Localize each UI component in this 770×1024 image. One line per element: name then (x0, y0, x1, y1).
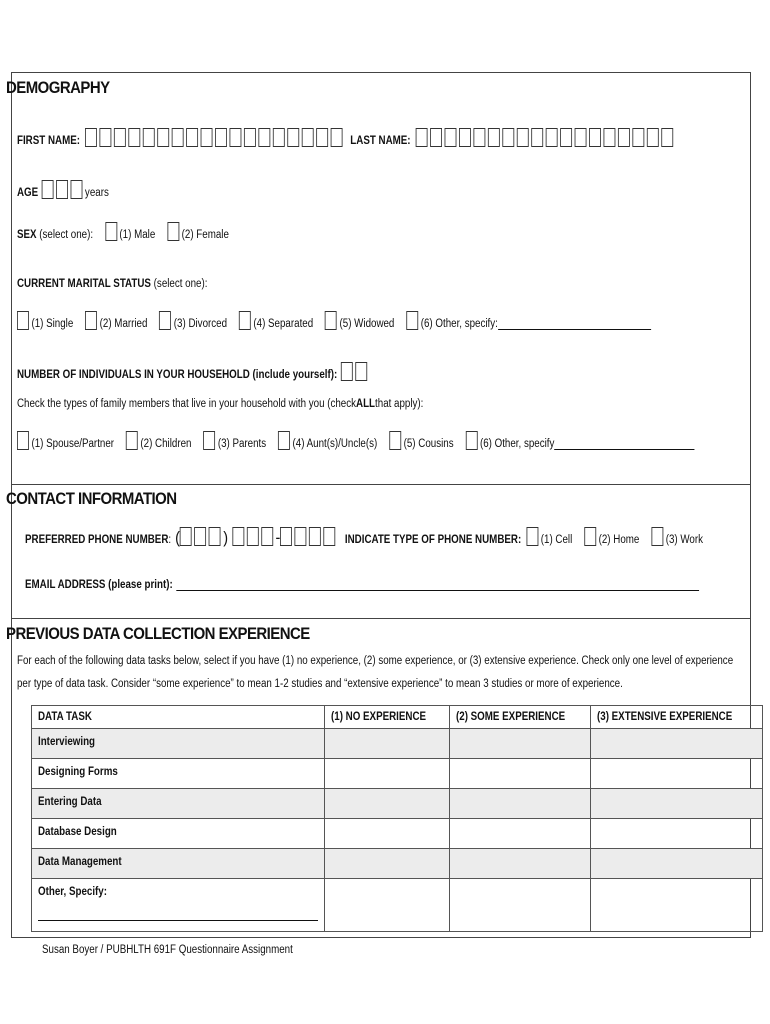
marital-status-label: CURRENT MARITAL STATUS (17, 278, 151, 290)
age-digit-box[interactable] (70, 180, 82, 199)
last-name-char-box[interactable] (575, 128, 587, 147)
marital-widowed-checkbox[interactable] (325, 311, 337, 330)
column-header: (1) NO EXPERIENCE (325, 706, 450, 729)
first-name-char-box[interactable] (157, 128, 169, 147)
last-name-char-box[interactable] (618, 128, 630, 147)
marital-hint: (select one): (153, 278, 208, 290)
family-spouse-checkbox[interactable] (17, 431, 29, 450)
first-name-char-box[interactable] (114, 128, 126, 147)
family-parents-checkbox[interactable] (203, 431, 215, 450)
first-name-char-box[interactable] (244, 128, 256, 147)
no-experience-cell[interactable] (325, 819, 450, 849)
other-task-specify-field[interactable] (38, 908, 318, 921)
table-row (32, 879, 763, 932)
phone-digit-box[interactable] (180, 527, 192, 546)
marital-option: (5) Widowed (339, 318, 395, 330)
table-row (32, 819, 763, 849)
last-name-char-box[interactable] (473, 128, 485, 147)
marital-options-row (17, 311, 651, 330)
phone-type-label: INDICATE TYPE OF PHONE NUMBER: (344, 534, 522, 546)
column-header: DATA TASK (32, 706, 325, 729)
no-experience-cell[interactable] (325, 759, 450, 789)
household-row (17, 362, 370, 381)
household-digit-box[interactable] (355, 362, 367, 381)
last-name-char-box[interactable] (416, 128, 428, 147)
task-name-cell: Designing Forms (32, 759, 325, 789)
last-name-char-box[interactable] (502, 128, 514, 147)
age-digit-box[interactable] (56, 180, 68, 199)
age-digit-box[interactable] (42, 180, 54, 199)
marital-option: (6) Other, specify: (420, 318, 498, 330)
family-other-checkbox[interactable] (465, 431, 477, 450)
first-name-char-box[interactable] (331, 128, 343, 147)
some-experience-cell[interactable] (449, 789, 590, 819)
last-name-label: LAST NAME: (350, 135, 411, 147)
phone-type-cell-checkbox[interactable] (526, 527, 538, 546)
demography-heading: DEMOGRAPHY (6, 78, 110, 97)
marital-option: (1) Single (31, 318, 74, 330)
last-name-char-box[interactable] (517, 128, 529, 147)
last-name-char-box[interactable] (430, 128, 442, 147)
first-name-char-box[interactable] (215, 128, 227, 147)
section-divider (11, 484, 751, 485)
table-row (32, 759, 763, 789)
family-other-specify-field[interactable] (554, 437, 694, 450)
family-option: (5) Cousins (403, 438, 454, 450)
family-prompt-text: Check the types of family members that live in your household with you (check (17, 398, 357, 410)
extensive-experience-cell[interactable] (591, 729, 763, 759)
task-name-cell: Interviewing (32, 729, 325, 759)
some-experience-cell[interactable] (449, 729, 590, 759)
sex-female-checkbox[interactable] (167, 222, 179, 241)
last-name-boxes[interactable] (416, 128, 676, 147)
phone-digit-box[interactable] (261, 527, 273, 546)
last-name-char-box[interactable] (589, 128, 601, 147)
last-name-char-box[interactable] (647, 128, 659, 147)
last-name-char-box[interactable] (560, 128, 572, 147)
experience-table (31, 705, 763, 932)
first-name-char-box[interactable] (316, 128, 328, 147)
marital-single-checkbox[interactable] (17, 311, 29, 330)
household-count-label: NUMBER OF INDIVIDUALS IN YOUR HOUSEHOLD (include yourself): (17, 369, 338, 381)
task-name-cell: Other, Specify: (32, 879, 325, 932)
marital-label-row (17, 278, 207, 290)
extensive-experience-cell[interactable] (591, 819, 763, 849)
phone-digit-box[interactable] (209, 527, 221, 546)
some-experience-cell[interactable] (449, 759, 590, 789)
first-name-char-box[interactable] (230, 128, 242, 147)
marital-option: (4) Separated (253, 318, 314, 330)
family-options-row (17, 431, 695, 450)
no-experience-cell[interactable] (325, 879, 450, 932)
family-cousins-checkbox[interactable] (389, 431, 401, 450)
email-label: EMAIL ADDRESS (please print): (25, 579, 173, 591)
first-name-char-box[interactable] (258, 128, 270, 147)
sex-hint: (select one): (39, 229, 94, 241)
marital-married-checkbox[interactable] (85, 311, 97, 330)
last-name-char-box[interactable] (488, 128, 500, 147)
phone-row: PREFERRED PHONE NUMBER : ( ) - INDICATE TYPE OF PHONE NUMBER: (1) Cell (2) Home (3) Work (25, 528, 704, 547)
household-digit-box[interactable] (341, 362, 353, 381)
column-header: (2) SOME EXPERIENCE (449, 706, 590, 729)
contact-heading: CONTACT INFORMATION (6, 489, 177, 508)
first-name-char-box[interactable] (302, 128, 314, 147)
marital-separated-checkbox[interactable] (239, 311, 251, 330)
family-prompt (17, 398, 423, 410)
first-name-boxes[interactable] (85, 128, 345, 147)
sex-option: (1) Male (119, 229, 156, 241)
phone-label: PREFERRED PHONE NUMBER (25, 534, 169, 546)
sex-male-checkbox[interactable] (105, 222, 117, 241)
email-field[interactable] (176, 578, 699, 591)
first-name-char-box[interactable] (85, 128, 97, 147)
phone-type-option: (2) Home (598, 534, 640, 546)
phone-type-option: (1) Cell (540, 534, 573, 546)
some-experience-cell[interactable] (449, 879, 590, 932)
some-experience-cell[interactable] (449, 849, 590, 879)
task-name-cell: Data Management (32, 849, 325, 879)
first-name-char-box[interactable] (287, 128, 299, 147)
task-name-cell: Entering Data (32, 789, 325, 819)
first-name-char-box[interactable] (100, 128, 112, 147)
first-name-char-box[interactable] (186, 128, 198, 147)
extensive-experience-cell[interactable] (591, 879, 763, 932)
marital-option: (3) Divorced (173, 318, 228, 330)
family-option: (1) Spouse/Partner (31, 438, 115, 450)
phone-digit-box[interactable] (295, 527, 307, 546)
first-name-label: FIRST NAME: (17, 135, 80, 147)
phone-type-home-checkbox[interactable] (584, 527, 596, 546)
email-row (25, 578, 699, 591)
marital-option: (2) Married (99, 318, 148, 330)
sex-option: (2) Female (181, 229, 229, 241)
first-name-char-box[interactable] (172, 128, 184, 147)
phone-digit-box[interactable] (194, 527, 206, 546)
table-row (32, 849, 763, 879)
first-name-char-box[interactable] (273, 128, 285, 147)
experience-instructions-line2: per type of data task. Consider “some experience” to mean 1-2 studies and “extensive experience” to mean 3 studies or more of experience. (17, 678, 623, 690)
first-name-char-box[interactable] (128, 128, 140, 147)
last-name-char-box[interactable] (661, 128, 673, 147)
family-option: (4) Aunt(s)/Uncle(s) (292, 438, 378, 450)
no-experience-cell[interactable] (325, 789, 450, 819)
experience-instructions-line1: For each of the following data tasks below, select if you have (1) no experience, (2) some experience, or (3) extensive experience. Check only one level of experience (17, 655, 734, 667)
family-option: (6) Other, specify (479, 438, 555, 450)
experience-heading: PREVIOUS DATA COLLECTION EXPERIENCE (6, 624, 310, 643)
first-name-char-box[interactable] (201, 128, 213, 147)
last-name-char-box[interactable] (531, 128, 543, 147)
some-experience-cell[interactable] (449, 819, 590, 849)
phone-digit-box[interactable] (280, 527, 292, 546)
no-experience-cell[interactable] (325, 849, 450, 879)
footer-credit: Susan Boyer / PUBHLTH 691F Questionnaire Assignment (42, 944, 293, 956)
family-aunts-uncles-checkbox[interactable] (278, 431, 290, 450)
marital-other-specify-field[interactable] (498, 317, 651, 330)
age-unit: years (84, 187, 109, 199)
phone-digit-box[interactable] (247, 527, 259, 546)
extensive-experience-cell[interactable] (591, 789, 763, 819)
family-children-checkbox[interactable] (126, 431, 138, 450)
phone-type-option: (3) Work (665, 534, 704, 546)
last-name-char-box[interactable] (546, 128, 558, 147)
phone-digit-box[interactable] (324, 527, 336, 546)
extensive-experience-cell[interactable] (591, 759, 763, 789)
last-name-char-box[interactable] (445, 128, 457, 147)
last-name-char-box[interactable] (459, 128, 471, 147)
marital-divorced-checkbox[interactable] (159, 311, 171, 330)
name-row (17, 128, 676, 147)
phone-digit-box[interactable] (309, 527, 321, 546)
sex-row (17, 222, 229, 241)
family-prompt-text-end: that apply): (375, 398, 424, 410)
age-label: AGE (17, 187, 39, 199)
column-header: (3) EXTENSIVE EXPERIENCE (591, 706, 763, 729)
family-option: (3) Parents (217, 438, 267, 450)
age-row (17, 180, 109, 199)
phone-digit-box[interactable] (232, 527, 244, 546)
table-row (32, 789, 763, 819)
phone-type-work-checkbox[interactable] (651, 527, 663, 546)
task-name-cell: Database Design (32, 819, 325, 849)
sex-label: SEX (17, 229, 37, 241)
first-name-char-box[interactable] (143, 128, 155, 147)
table-header-row (32, 706, 763, 729)
no-experience-cell[interactable] (325, 729, 450, 759)
table-row (32, 729, 763, 759)
family-option: (2) Children (140, 438, 192, 450)
last-name-char-box[interactable] (604, 128, 616, 147)
section-divider (11, 618, 751, 619)
marital-other-checkbox[interactable] (406, 311, 418, 330)
family-prompt-emphasis: ALL (356, 398, 376, 410)
extensive-experience-cell[interactable] (591, 849, 763, 879)
last-name-char-box[interactable] (632, 128, 644, 147)
